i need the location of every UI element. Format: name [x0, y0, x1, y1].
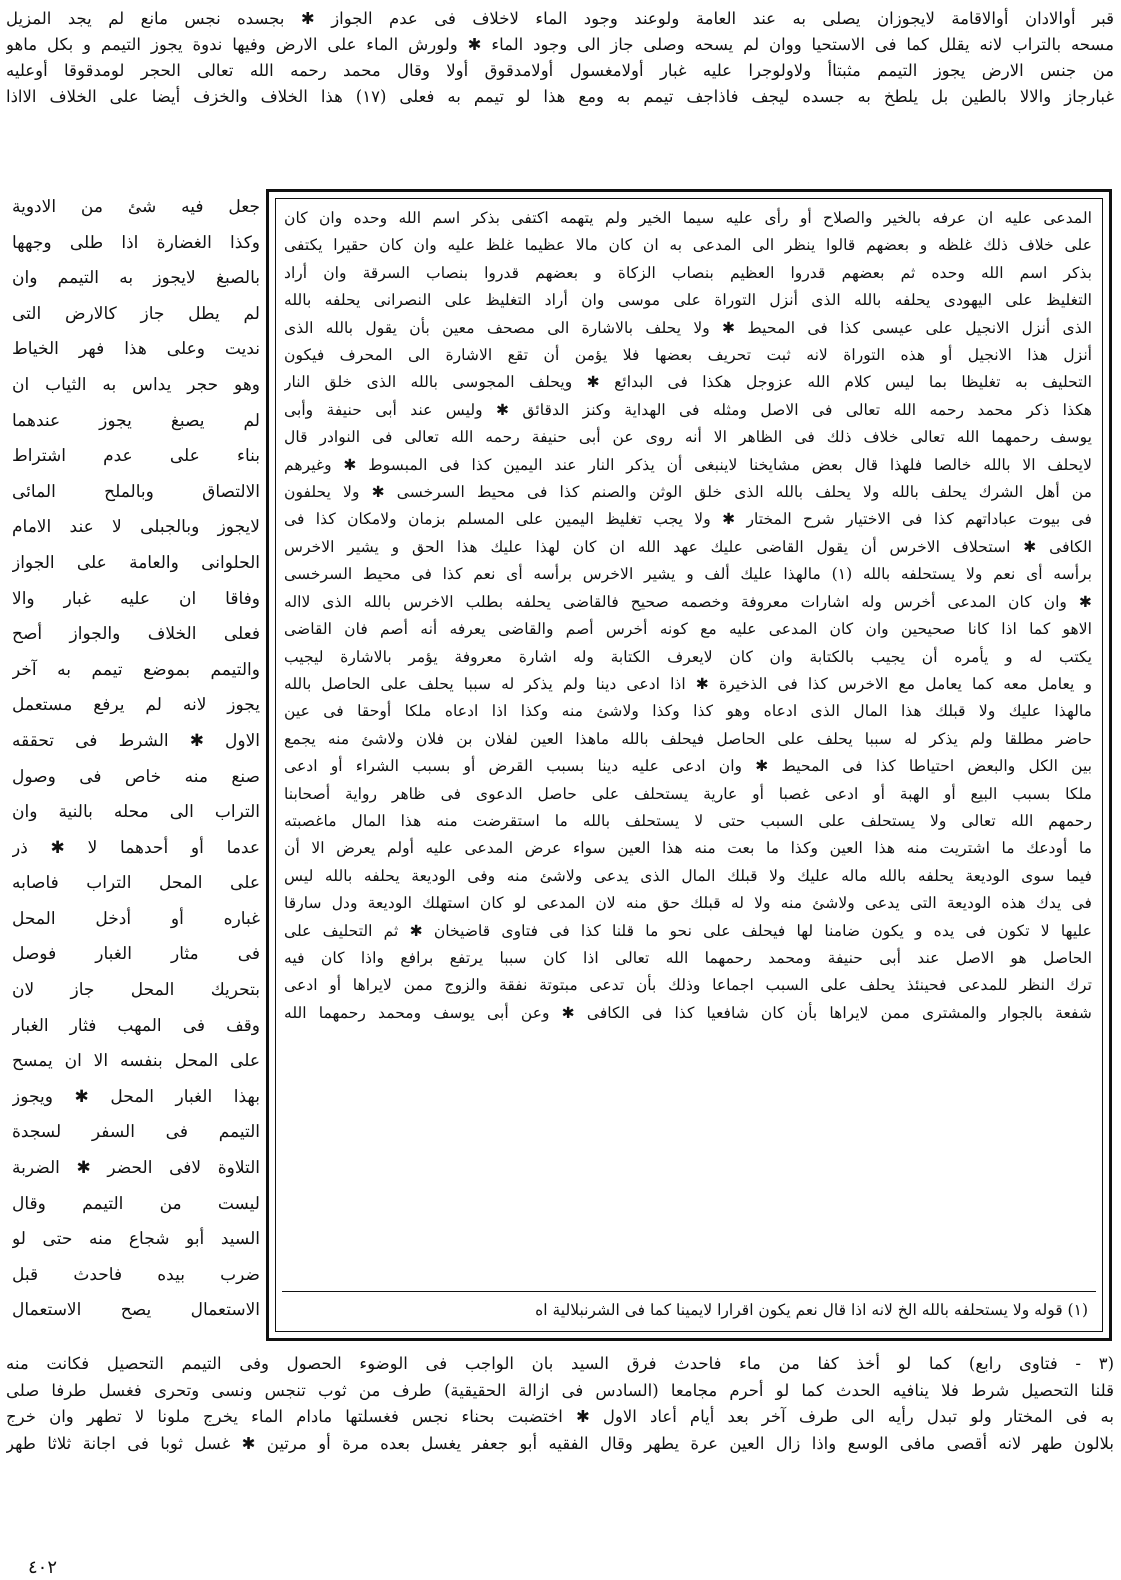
bottom-text-line: به فى المختار ولو تبدل رأيه الى طرف آخر بعد أيام أعاد الاول ✱ اختضبت بحناء نجس فغسلتها مادام الماء يخرج ملونا لا تطهر وان خرج — [6, 1407, 1114, 1426]
main-text-line: ملكا بسبب البيع أو الهبة أو ادعى غصبا أو عارية يستحلف على حاصل الدعوى فى ظاهر رواية أصحابنا — [284, 784, 1092, 803]
main-text-line: أنزل هذا الانجيل أو هذه التوراة لانه ثبت تحريف بعضها فلا يؤمن أن تقع الاشارة الى المحرف فيكون — [284, 346, 1092, 365]
margin-text-line: لم يصبغ يجوز عندهما — [12, 410, 260, 431]
main-text-frame — [266, 189, 1112, 1341]
margin-text-line: لايجوز وبالجبلى لا عند الامام — [12, 517, 260, 538]
margin-text-line: وكذا الغضارة اذا طلى وجهها — [12, 232, 260, 253]
margin-text-line: الالتصاق وبالملح المائى — [12, 481, 260, 502]
margin-text-line: السيد أبو شجاع منه حتى لو — [12, 1229, 260, 1250]
main-text-line: من أهل الشرك يحلف بالله ولا يحلف بالله الذى خلق الوثن والصنم كذا فى محيط السرخسى ✱ ولا يحلفون — [284, 483, 1092, 502]
main-text-line: فيما سوى الوديعة يحلفه بالله ماله عليك ولا قبلك المال الذى يدعى ولاشئ منه وفى الوديعة يحلفه بالله ليس — [284, 866, 1092, 885]
main-text-line: لايحلف الا بالله خالصا فلهذا قال بعض مشايخنا لاينبغى أن يذكر النار عند اليمين كذا فى المبسوط ✱ وغيرهم — [284, 455, 1092, 474]
main-text-line: الاهو كما اذا كانا صحيحين وان كان المدعى عليه مع كونه أخرس أصم والقاضى يعرفه أنه أصم فان القاضى — [284, 620, 1092, 639]
margin-text-line: بهذا الغبار المحل ✱ ويجوز — [12, 1086, 260, 1107]
main-text-line: هكذا ذكر محمد رحمه الله تعالى فى الاصل ومثله فى الهداية وكنز الدقائق ✱ وليس عند أبى حنيفة وأبى — [284, 400, 1092, 419]
margin-text-line: عدما أو أحدهما لا ✱ ذر — [12, 837, 260, 858]
margin-text-line: ضرب بيده فاحدث قبل — [12, 1264, 260, 1285]
main-text-line: التحليف به تغليظا بما ليس كلام الله عزوجل هكذا فى البدائع ✱ ويحلف المجوسى بالله الذى خلق النار — [284, 373, 1092, 392]
main-text-line: حاضر مطلقا ولم يذكر له سببا يحلف على الحاصل فيحلف بالله ماهذا العين لفلان بن فلان ولاشئ منه يجمع — [284, 729, 1092, 748]
main-text-line: و يعامل معه كما يعامل مع الاخرس كذا فى الذخيرة ✱ اذا ادعى دينا ولم يذكر له سببا يحلف على الحاصل بالله — [284, 674, 1092, 693]
top-text-line: مسحه بالتراب لانه يقلل كما فى الاستحيا ووان لم يسحه وصلى جاز الى وجود الماء ✱ ولورش الماء على الارض وفيها ندوة يجوز التيمم و بكل ماهو — [6, 35, 1114, 54]
main-text-line: التغليظ على اليهودى يحلفه بالله الذى أنزل التوراة على موسى وان أراد التغليظ على النصرانى يحلفه بالله — [284, 291, 1092, 310]
margin-text-line: والتيمم بموضع تيمم به آخر — [12, 659, 260, 680]
margin-text-line: ليست من التيمم وقال — [12, 1193, 260, 1214]
margin-text-line: وهو حجر يداس به الثياب ان — [12, 374, 260, 395]
margin-text-line: جعل فيه شئ من الادوية — [12, 197, 260, 217]
main-text-body — [284, 205, 1092, 1027]
footnote-divider — [282, 1291, 1096, 1292]
top-text-line: قبر أوالادان أوالاقامة لايجوزان يصلى به عند العامة ولوعند وجود الماء لاخلاف فى عدم الجواز ✱ بجسده نجس مانع لم يجد المزيل — [6, 9, 1114, 28]
page-number: ٤٠٢ — [28, 1557, 58, 1578]
main-text-line: يوسف رحمهما الله تعالى خلاف ذلك فى الظاهر الا أنه روى عن أبى حنيفة رحمه الله تعالى فى النوادر قال — [284, 428, 1092, 447]
top-text-block — [6, 6, 1114, 110]
margin-text-line: لم يطل جاز كالارض التى — [12, 303, 260, 324]
main-text-line: بذكر اسم الله وحده ثم بعضهم قدروا العظيم بنصاب الزكاة و بعضهم قدروا بنصاب السرقة وان أراد — [284, 263, 1092, 282]
main-text-line: رحمهم الله تعالى ولا يستحلف على السبب حتى لا يستحلف بالله ما استقرضت منه هذا المال ماغصبته — [284, 811, 1092, 830]
margin-text-line: نديت وعلى هذا فهر الخياط — [12, 339, 260, 360]
margin-text-line: التيمم فى السفر لسجدة — [12, 1122, 260, 1143]
main-text-line: مالهذا عليك ولا قبلك هذا المال الذى ادعاه وهو كذا وكذا ولاشئ منه وكذا اذا ادعاه ملكا أوحقا فى عين — [284, 702, 1092, 721]
bottom-text-line: (٣ - فتاوى رابع) كما لو أخذ كفا من ماء فاحدث فرق السيد بان الواجب فى الوضوء الحصول وفى التيمم التحصيل فكانت منه — [6, 1354, 1114, 1373]
top-text-line: غبارجاز والالا بالطين بل يلطخ به جسده ليجف فاذاجف تيمم به ومع هذا لو تيمم به فعلى (١٧) هذا الخلاف والخزف أيضا على الخلاف الااذا — [6, 87, 1114, 106]
main-text-line: عليها لا تكون فى يده و يكون ضامنا لها فيحلف على نحو ما قلنا كذا فى فتاوى قاضيخان ✱ ثم التحليف على — [284, 921, 1092, 940]
main-text-line: فى بيوت عباداتهم كذا فى الاختيار شرح المختار ✱ ولا يجب تغليظ اليمين على المسلم بزمان ولامكان كذا فى — [284, 510, 1092, 529]
margin-text-line: غباره أو أدخل المحل — [12, 908, 260, 929]
main-text-line: الحاصل هو الاصل عند أبى حنيفة ومحمد رحمهما الله تعالى اذا كان سببا يرتفع برافع واذا كان فيه — [284, 948, 1092, 967]
main-text-line: شفعة بالجوار والمشترى ممن لايراها بأن كان شافعيا كذا فى الكافى ✱ وعن أبى يوسف ومحمد رحمهما الله — [284, 1003, 1092, 1022]
main-text-line: المدعى عليه ان عرفه بالخير والصلاح أو رأى عليه سيما الخير ولم يتهمه اكتفى بذكر اسم الله وحده وان كان — [284, 209, 1092, 227]
main-text-line: على خلاف ذلك غلظه و بعضهم قالوا ينظر الى المدعى به ان كان مالا عظيما غلظ عليه وان كان حقيرا يكتفى — [284, 236, 1092, 255]
margin-text-line: يجوز لانه لم يرفع مستعمل — [12, 695, 260, 716]
main-text-line: ✱ وان كان المدعى أخرس وله اشارات معروفة وخصمه صحيح فالقاضى يحلفه بطلب الاخرس بالله الذى لااله — [284, 592, 1092, 611]
bottom-text-line: بلالون طهر لانه أقصى مافى الوسع واذا زال العين عرة يطهر وقال الفقيه أبو جعفر يغسل بعده مرة أو مرتين ✱ غسل ثوبا فى اجانة ثلاثا طهر — [6, 1433, 1114, 1453]
footnote: (١) قوله ولا يستحلفه بالله الخ لانه اذا قال نعم يكون اقرارا لايمينا كما فى الشرنبلالية اه — [535, 1301, 1088, 1319]
top-text-line: من جنس الارض يجوز التيمم مثبتاأ ولاولوجرا عليه غبار أولامغسول أولامدقوق أولا وقال محمد رحمه الله تعالى الحجر لومدقوقا أوعليه — [6, 61, 1114, 80]
margin-text-line: على المحل التراب فاصابه — [12, 873, 260, 894]
main-text-line: الذى أنزل الانجيل على عيسى كذا فى المحيط ✱ ولا يحلف بالاشارة الى مصحف معين بأن يقول بالله الذى — [284, 318, 1092, 337]
margin-text-line: وقف فى المهب فثار الغبار — [12, 1015, 260, 1036]
margin-text-line: الاستعمال يصح الاستعمال — [12, 1300, 260, 1321]
margin-text-line: الاول ✱ الشرط فى تحققه — [12, 730, 260, 751]
margin-text-line: فعلى الخلاف والجواز أصح — [12, 624, 260, 645]
margin-text-line: بناء على عدم اشتراط — [12, 446, 260, 467]
main-text-line: ما أودعك ما اشتريت منه هذا العين وكذا ما بعت منه هذا العين سواء عرض المدعى عليه أولم يعرض الا أن — [284, 839, 1092, 858]
main-text-line: فى يدك هذه الوديعة التى يدعى ولاشئ منه ولا له قبلك حق منه لان المدعى لو كان استهلك الوديعة ودل سارقا — [284, 894, 1092, 913]
margin-text-line: الحلوانى والعامة على الجواز — [12, 552, 260, 573]
main-text-line: الكافى ✱ استحلاف الاخرس أن يقول القاضى عليك عهد الله ان كان لهذا عليك هذا الحق و يشير الاخرس — [284, 537, 1092, 556]
margin-text-line: وفاقا ان عليه غبار والا — [12, 588, 260, 609]
bottom-text-line: قلنا التحصيل شرط فلا ينافيه الحدث كما لو أحرم مجامعا (السادس فى ازالة الحقيقية) طرف من ثوب تنجس ونسى وتحرى فغسل طرفا صلى — [6, 1380, 1114, 1400]
main-text-line: برأسه أى نعم ولا يستحلفه بالله (١) مالهذا عليك ألف و يشير الاخرس برأسه أى نعم كذا فى محيط السرخسى — [284, 565, 1092, 584]
margin-text-line: صنع منه خاص فى وصول — [12, 766, 260, 787]
margin-text-line: التلاوة لافى الحضر ✱ الضربة — [12, 1158, 260, 1179]
main-text-line: بين الكل والبعض احتياطا كذا فى المحيط ✱ وان ادعى عليه دينا بسبب القرض أو بسبب الشراء أو ادعى — [284, 757, 1092, 776]
margin-text-line: التراب الى محله بالنية وان — [12, 802, 260, 823]
main-text-line: يكتب له و يأمره أن يجيب بالكتابة وان كان لايعرف الكتابة وله اشارة معروفة يؤمر بالاشارة ليجيب — [284, 647, 1092, 666]
main-text-inner-border — [275, 198, 1103, 1332]
margin-text-line: على المحل بنفسه الا ان يمسح — [12, 1051, 260, 1072]
margin-text-line: بتحريك المحل جاز لان — [12, 980, 260, 1001]
bottom-text-block — [6, 1351, 1114, 1457]
margin-text-line: فى مثار الغبار فوصل — [12, 944, 260, 965]
margin-text-line: بالصبغ لايجوز به التيمم وان — [12, 268, 260, 289]
margin-commentary-column — [12, 190, 260, 1329]
main-text-line: ترك النظر للمدعى فحينئذ يحلف على السبب اجماعا وذلك بأن تدعى مبتوتة نفقة والزوج ممن لايراها أو ادعى — [284, 976, 1092, 995]
